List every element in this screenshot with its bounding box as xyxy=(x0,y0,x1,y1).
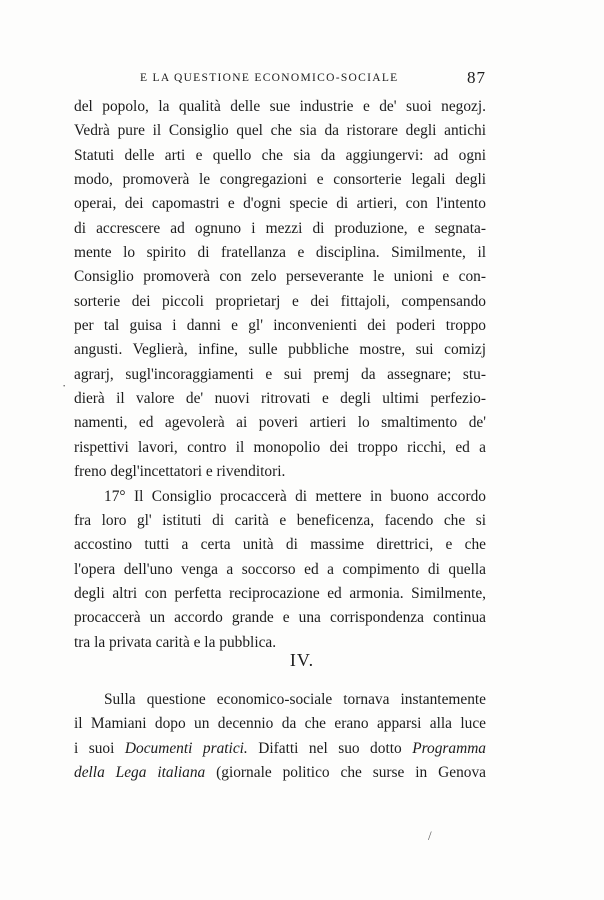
text-line: l'opera dell'uno venga a soccorso ed a compimento di quella xyxy=(74,560,486,578)
text-line: 17° Il Consiglio procaccerà di mettere in buono accordo xyxy=(104,487,486,505)
text-line: dierà il valore de' nuovi ritrovati e degli ultimi perfezio- xyxy=(74,390,486,408)
margin-dot: · xyxy=(62,378,67,393)
text-line: del popolo, la qualità delle sue industrie e de' suoi negozj. xyxy=(74,98,486,115)
text-line: rispettivi lavori, contro il monopolio dei troppo ricchi, ed a xyxy=(74,438,486,456)
text-run: i suoi xyxy=(74,739,125,757)
text-line: freno degl'incettatori e rivenditori. xyxy=(74,463,286,481)
italic-title: della Lega italiana xyxy=(74,764,206,782)
text-line: mente lo spirito di fratellanza e disciplina. Similmente, il xyxy=(74,244,486,262)
text-line: operai, dei capomastri e d'ogni specie di artieri, con l'intento xyxy=(74,195,486,213)
text-line: sorterie dei piccoli proprietarj e dei fittajoli, compensando xyxy=(74,292,486,310)
text-line: angusti. Veglierà, infine, sulle pubbliche mostre, sui comizj xyxy=(74,341,486,359)
text-line: il Mamiani dopo un decennio da che erano apparsi alla luce xyxy=(74,715,486,733)
text-line: di accrescere ad ognuno i mezzi di produzione, e segnata- xyxy=(74,219,486,237)
text-run: Difatti nel suo dotto xyxy=(247,739,413,757)
bottom-mark: / xyxy=(428,828,432,843)
text-line: modo, promoverà le congregazioni e consorterie legali degli xyxy=(74,171,486,189)
paragraph-1 xyxy=(74,95,486,485)
running-head xyxy=(140,68,486,88)
page-number: 87 xyxy=(467,68,486,87)
text-line: Consiglio promoverà con zelo perseverante le unioni e con- xyxy=(74,268,486,286)
text-line xyxy=(74,737,486,761)
italic-title: Programma xyxy=(412,739,487,757)
text-line: Vedrà pure il Consiglio quel che sia da ristorare degli antichi xyxy=(74,122,486,140)
text-line: per tal guisa i danni e gl' inconvenienti dei poderi troppo xyxy=(74,317,486,335)
section-heading: IV. xyxy=(289,650,315,670)
text-line xyxy=(74,761,486,785)
text-line: Sulla questione economico-sociale tornava instantemente xyxy=(104,691,486,708)
text-line: tra la privata carità e la pubblica. xyxy=(74,633,277,651)
text-line: fra loro gl' istituti di carità e beneficenza, facendo che si xyxy=(74,511,486,529)
text-line: accostino tutti a certa unità di massime direttrici, e che xyxy=(74,536,486,554)
text-line: agrarj, sugl'incoraggiamenti e sui premj da assegnare; stu- xyxy=(74,365,486,383)
text-run: (giornale politico che surse in Genova xyxy=(205,764,486,782)
body-text xyxy=(74,95,486,655)
paragraph-2 xyxy=(74,485,486,655)
text-line: namenti, ed agevolerà ai poveri artieri lo smaltimento de' xyxy=(74,414,486,432)
paragraph-3 xyxy=(74,688,486,785)
italic-title: Documenti pratici. xyxy=(124,739,248,757)
text-line: procaccerà un accordo grande e una corrispondenza continua xyxy=(74,609,486,627)
running-title: E LA QUESTIONE ECONOMICO-SOCIALE xyxy=(140,72,399,84)
text-line: Statuti delle arti e quello che sia da aggiungervi: ad ogni xyxy=(74,146,486,164)
text-line: degli altri con perfetta reciprocazione ed armonia. Similmente, xyxy=(74,584,486,602)
